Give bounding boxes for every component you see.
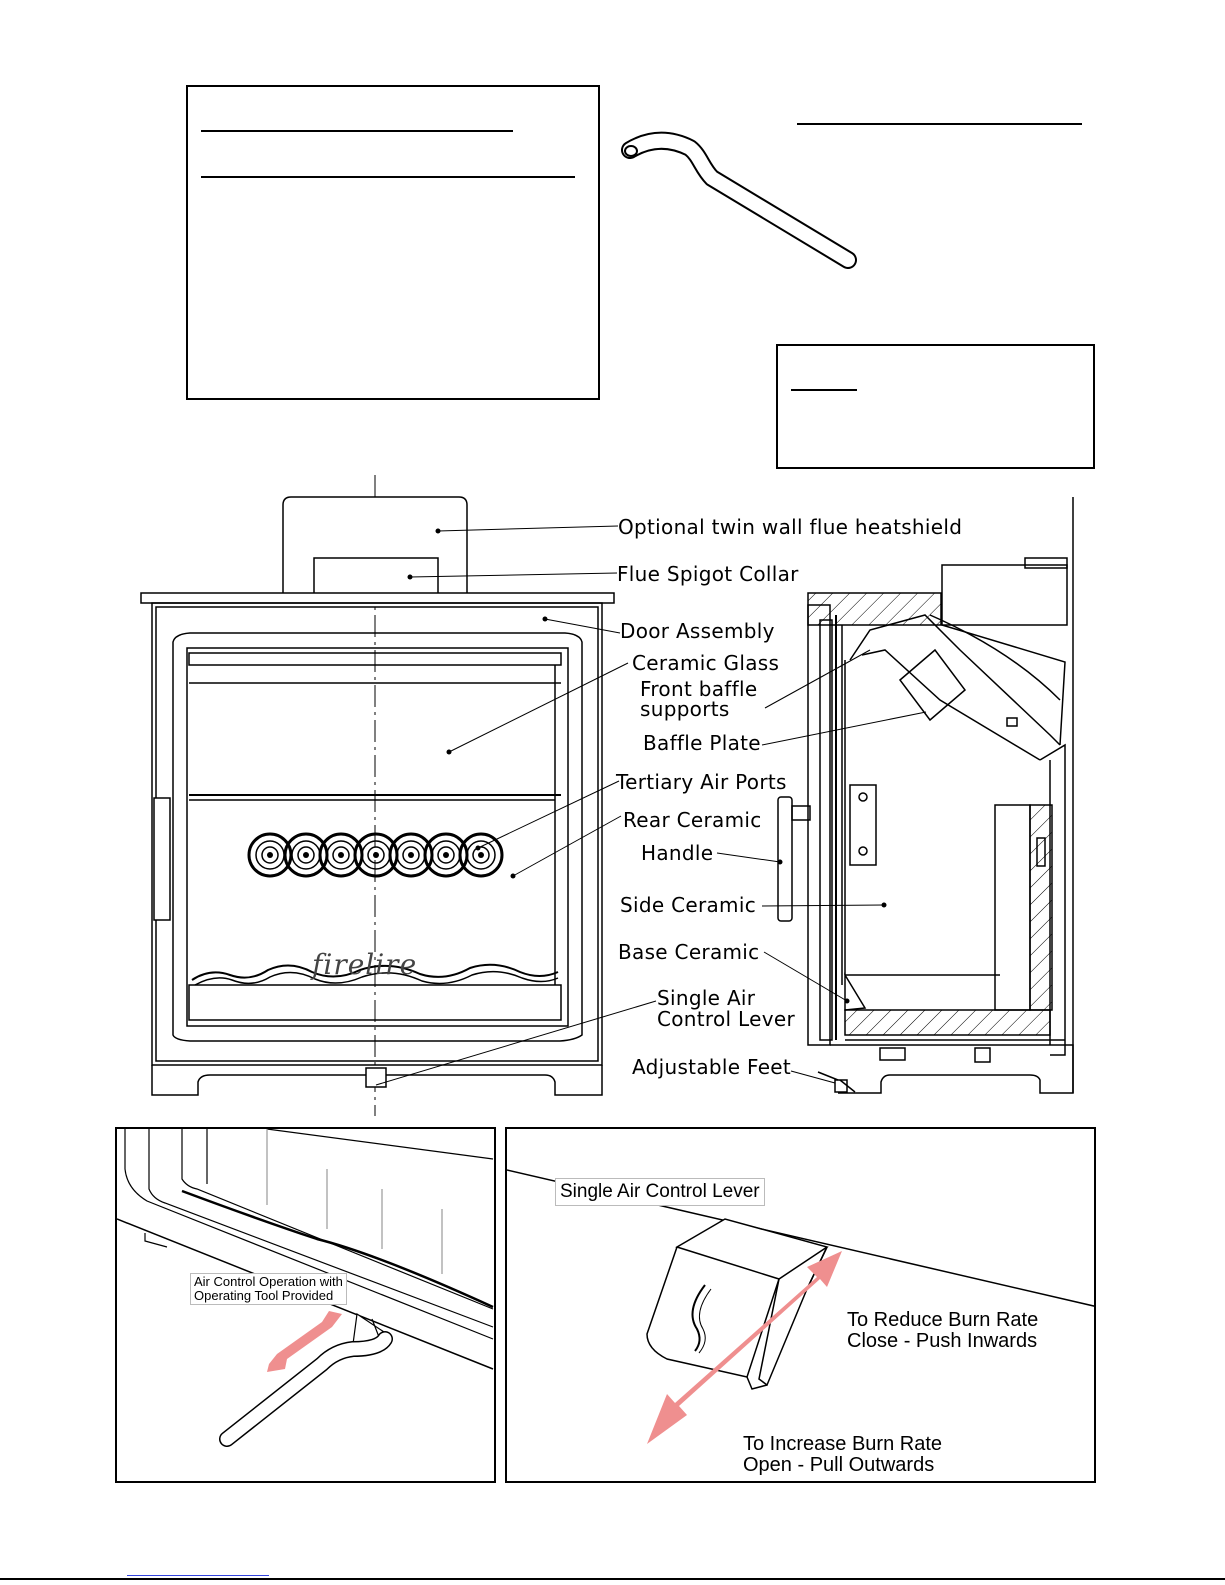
label-front-baffle-2: supports <box>640 697 730 721</box>
label-base-ceramic: Base Ceramic <box>618 940 760 964</box>
tertiary-air-ports <box>249 834 502 876</box>
reduce-rate-line-1: To Reduce Burn Rate <box>847 1309 1039 1331</box>
operating-tool-icon <box>625 141 848 260</box>
label-baffle-plate: Baffle Plate <box>643 731 761 755</box>
firebed-logo: firelire <box>312 948 418 981</box>
label-rear-ceramic: Rear Ceramic <box>623 808 762 832</box>
tool-caption-line-1: Air Control Operation with <box>194 1274 343 1289</box>
label-glass: Ceramic Glass <box>632 651 780 675</box>
label-spigot: Flue Spigot Collar <box>617 562 799 586</box>
stove-front-view <box>141 497 614 1095</box>
lever-title: Single Air Control Lever <box>555 1178 765 1206</box>
label-handle: Handle <box>641 841 714 865</box>
footer-rule <box>0 1578 1225 1580</box>
increase-rate-line-2: Open - Pull Outwards <box>743 1454 935 1476</box>
tool-caption-line-2: Operating Tool Provided <box>194 1288 334 1303</box>
label-heatshield: Optional twin wall flue heatshield <box>618 515 963 539</box>
tool-operation-drawing <box>117 1129 496 1483</box>
label-feet: Adjustable Feet <box>632 1055 792 1079</box>
footer-link-underline <box>127 1575 269 1576</box>
label-tertiary: Tertiary Air Ports <box>616 770 787 794</box>
tool-caption <box>190 1273 347 1305</box>
detail-panel-tool-operation <box>115 1127 496 1483</box>
label-side-ceramic: Side Ceramic <box>620 893 756 917</box>
reduce-rate-line-2: Close - Push Inwards <box>847 1330 1038 1352</box>
label-air-lever-1: Single Air <box>657 986 756 1010</box>
label-air-lever-2: Control Lever <box>657 1007 796 1031</box>
lever-direction-arrow <box>647 1251 842 1444</box>
increase-rate-line-1: To Increase Burn Rate <box>743 1433 942 1455</box>
label-door: Door Assembly <box>620 619 775 643</box>
stove-side-view <box>778 497 1073 1093</box>
label-front-baffle-1: Front baffle <box>640 677 758 701</box>
